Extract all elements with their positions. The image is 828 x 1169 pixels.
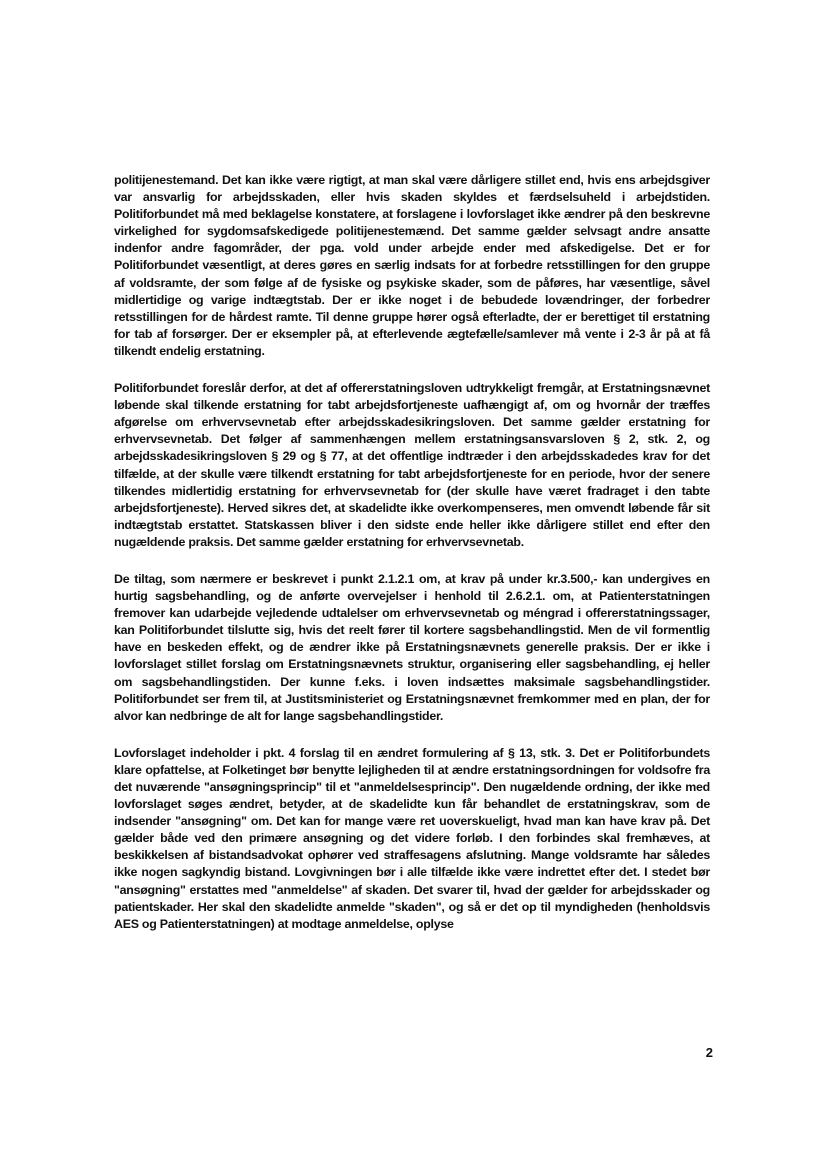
page-number: 2	[705, 1045, 713, 1060]
paragraph-4: Lovforslaget indeholder i pkt. 4 forslag til en ændret formulering af § 13, stk. 3. Det er Politiforbundets klare opfattelse, at Folketinget bør benytte lejligheden til at ændre erstatningsordningen for voldsofre fra det nuværende "ansøgningsprincip" til et "anmeldelsesprincip". Den nugældende ordning, der ikke med lovforslaget søges ændret, betyder, at de skadelidte kun får behandlet de erstatningskrav, som de indsender "ansøgning" om. Det kan for mange være ret uoverskueligt, hvad man kan have krav på. Det gælder både ved den primære ansøgning og det videre forløb. I den forbindes skal fremhæves, at beskikkelsen af bistandsadvokat ophører ved straffesagens afslutning. Mange voldsramte har således ikke nogen sagkyndig bistand. Lovgivningen bør i alle tilfælde ikke være indrettet efter det. I stedet bør "ansøgning" erstattes med "anmeldelse" af skaden. Det svarer til, hvad der gælder for arbejdsskader og patientskader. Her skal den skadelidte anmelde "skaden", og så er det op til myndigheden (henholdsvis AES og Patienterstatningen) at modtage anmeldelse, oplyse	[114, 745, 710, 931]
paragraph-3: De tiltag, som nærmere er beskrevet i punkt 2.1.2.1 om, at krav på under kr.3.500,- kan undergives en hurtig sagsbehandling, og de anførte overvejelser i henhold til 2.6.2.1. om, at Patienterstatningen fremover kan udarbejde vejledende udtalelser om erhvervsevnetab og méngrad i offererstatningssager, kan Politiforbundet tilslutte sig, hvis det reelt fører til kortere sagsbehandlingstid. Men de vil formentlig have en beskeden effekt, og de ændrer ikke på Erstatningsnævnets generelle praksis. Der er ikke i lovforslaget stillet forslag om Erstatningsnævnets struktur, organisering eller sagsbehandling, ej heller om sagsbehandlingstiden. Der kunne f.eks. i loven indsættes maksimale sagsbehandlingstider. Politiforbundet ser frem til, at Justitsministeriet og Erstatningsnævnet fremkommer med en plan, der for alvor kan nedbringe de alt for lange sagsbehandlingstider.	[114, 571, 710, 723]
paragraph-1: politijenestemand. Det kan ikke være rigtigt, at man skal være dårligere stillet end, hvis ens arbejdsgiver var ansvarlig for arbejdsskaden, eller hvis skaden skyldes et færdselsuheld i arbejdstiden. Politiforbundet må med beklagelse konstatere, at forslagene i lovforslaget ikke ændrer på den beskrevne virkelighed for sygdomsafskedigede politijenestemænd. Det samme gælder selvsagt andre ansatte indenfor andre fagområder, der pga. vold under arbejde ender med afskedigelse. Det er for Politiforbundet væsentligt, at deres gøres en særlig indsats for at forbedre retsstillingen for den gruppe af voldsramte, der som følge af de fysiske og psykiske skader, som de påføres, har væsentlige, såvel midlertidige og varige indtægtstab. Der er ikke noget i de bebudede lovændringer, der forbedrer retsstillingen for de hårdest ramte. Til denne gruppe hører også efterladte, der er berettiget til erstatning for tab af forsørger. Der er eksempler på, at efterlevende ægtefælle/samlever må vente i 2-3 år på at få tilkendt endelig erstatning.	[114, 173, 710, 358]
paragraph-2: Politiforbundet foreslår derfor, at det af offererstatningsloven udtrykkeligt fremgår, at Erstatningsnævnet løbende skal tilkende erstatning for tabt arbejdsfortjeneste uafhængigt af, om og hvornår der træffes afgørelse om erhvervsevnetab efter arbejdsskadesikringsloven. Det samme gælder erstatning for erhvervsevnetab. Det følger af sammenhængen mellem erstatningsansvarsloven § 2, stk. 2, og arbejdsskadesikringsloven § 29 og § 77, at det offentlige indtræder i den arbejdsskadedes krav for det tilfælde, at der skulle være tilkendt erstatning for tabt arbejdsfortjeneste for en periode, hvor der senere tilkendes midlertidig erstatning for erhvervsevnetab for (der skulle have været fradraget i den tabte arbejdsfortjeneste). Herved sikres det, at skadelidte ikke overkompenseres, men omvendt løbende får sit indtægtstab erstattet. Statskassen bliver i den sidste ende heller ikke dårligere stillet end efter den nugældende praksis. Det samme gælder erstatning for erhvervsevnetab.	[114, 381, 710, 549]
body-text	[114, 172, 710, 953]
